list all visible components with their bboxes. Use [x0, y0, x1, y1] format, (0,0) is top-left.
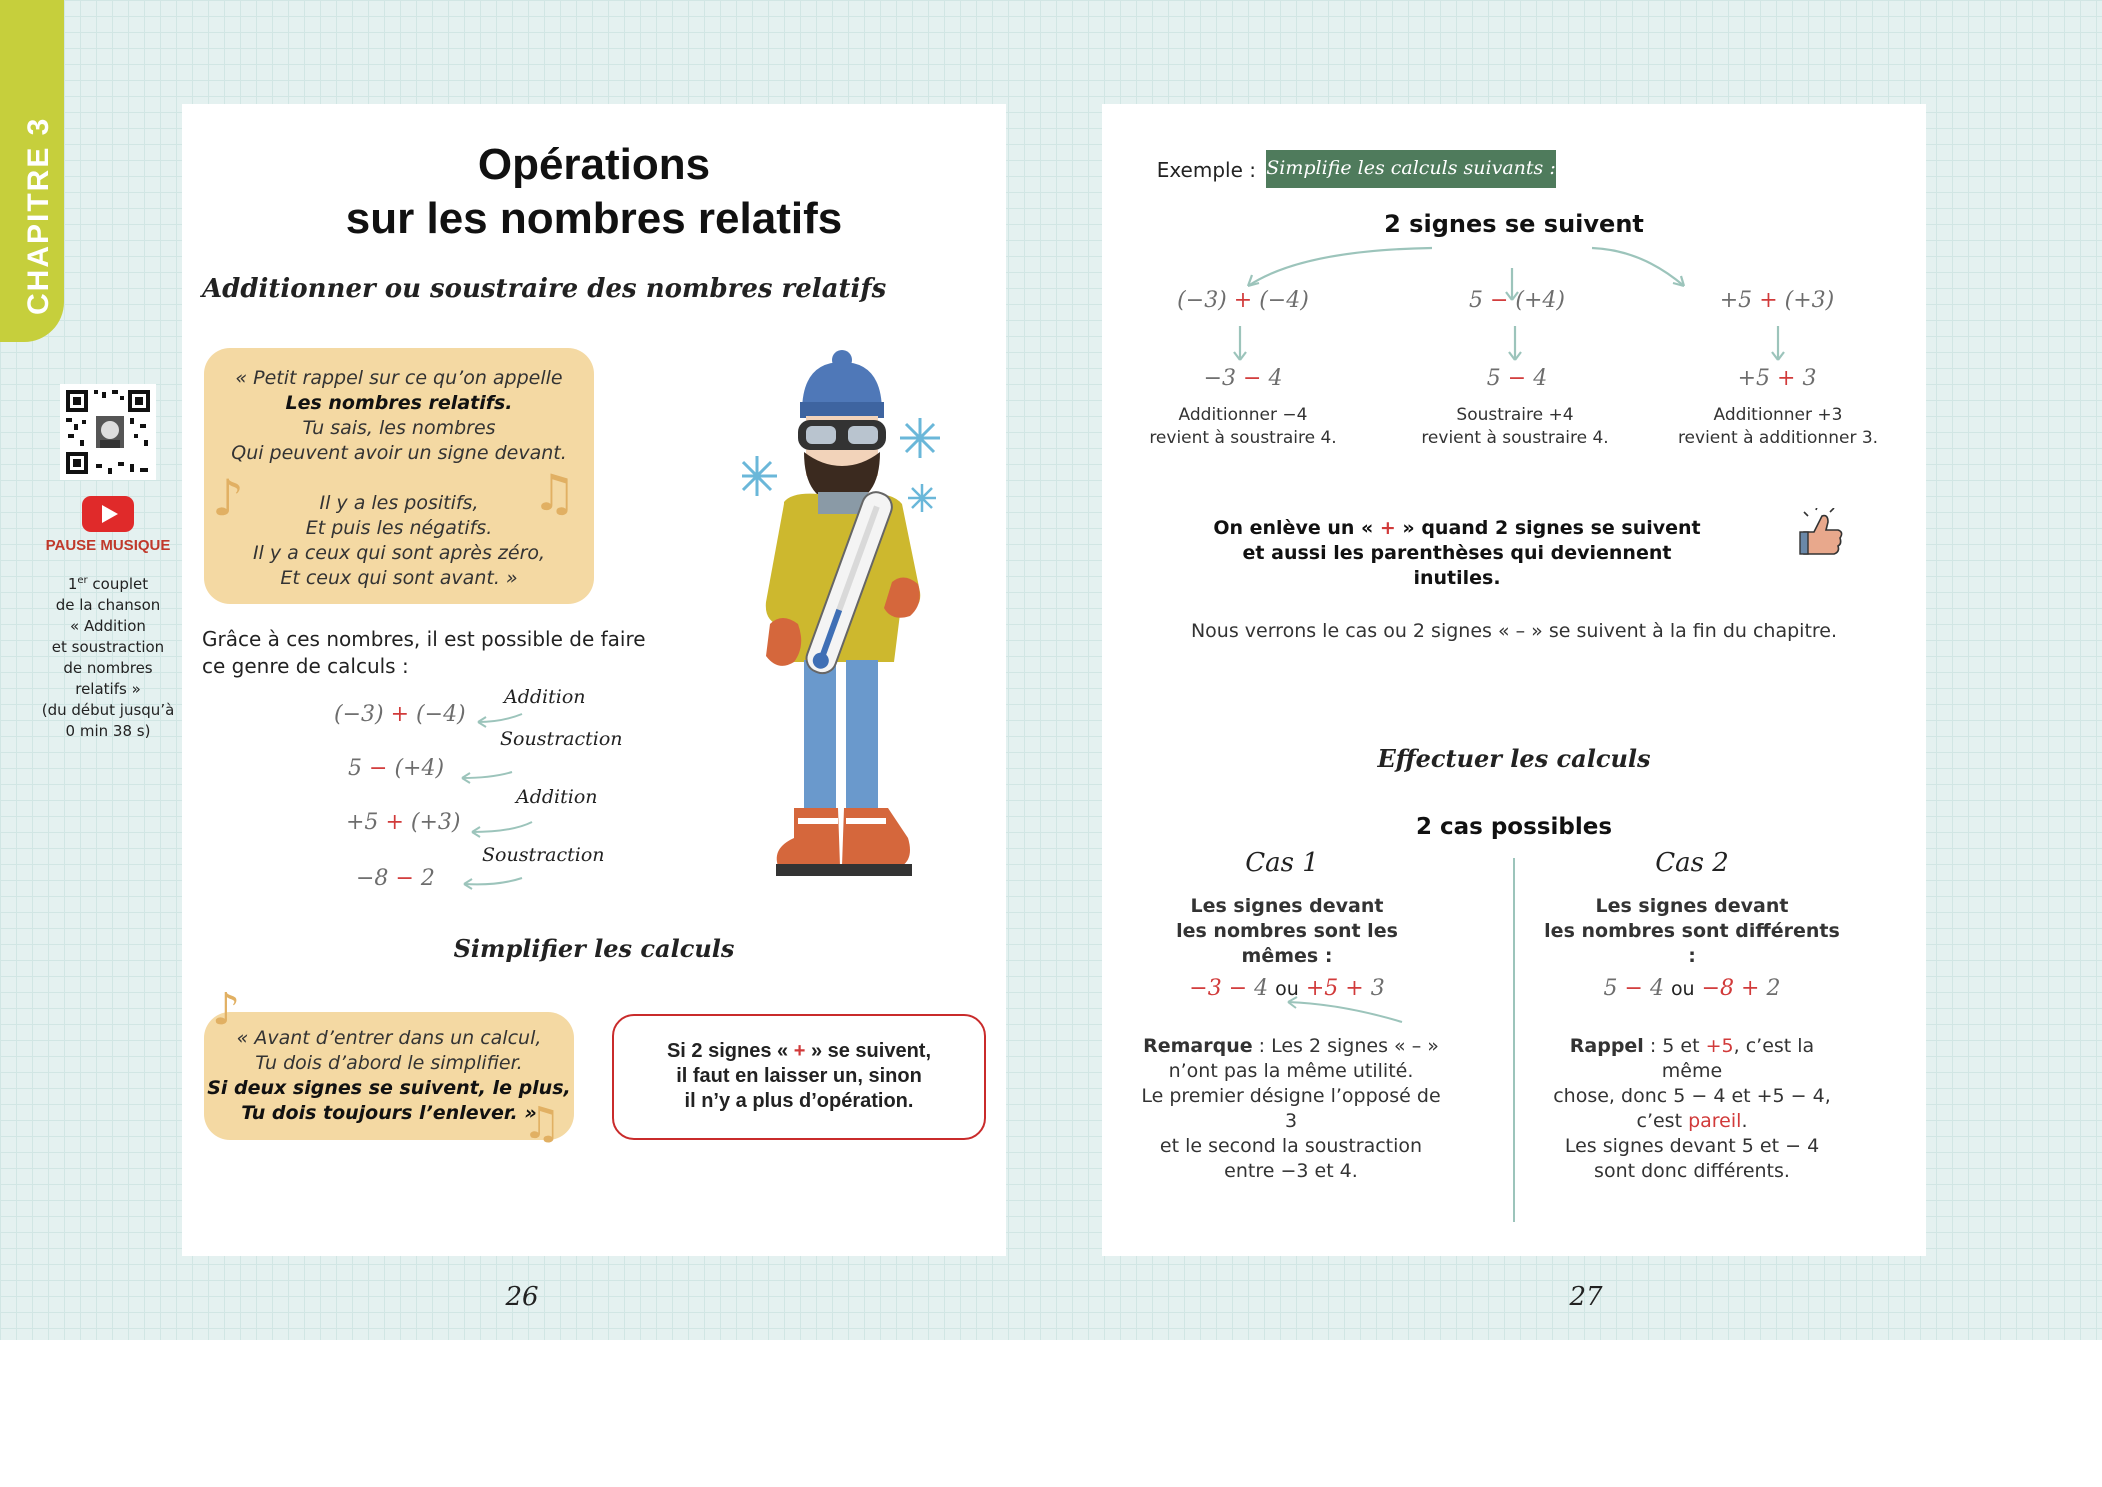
example-expr-1: (−3) + (−4) — [1177, 288, 1309, 313]
song-note-line: 1er couplet — [67, 575, 149, 593]
bubble-line: Tu dois d’abord le simplifier. — [255, 1052, 523, 1074]
rule-line-1: Si 2 signes « + » se suivent, — [666, 1040, 932, 1062]
calc-row-2: 5 − (+4) — [348, 756, 445, 781]
case-2-rappel: Rappel : 5 et +5, c’est la même chose, donc 5 − 4 et +5 − 4, c’est pareil. Les signes devant 5 et − 4 sont donc différents. — [1553, 1035, 1831, 1182]
remove-rule-line-1: On enlève un « + » quand 2 signes se suivent — [1213, 517, 1701, 539]
right-page: Exemple : Simplifie les calculs suivants : 2 signes se suivent (−3) + (−4) 5 − (+4) +5 + (+3) −3 − 4 5 − 4 +5 + 3 Additionner −4 revient à soustraire 4. Soustraire +4 revient à soustraire 4. Additionner +3 revient à additionner 3. On enlève un « + » quand 2 signes se suivent et aussi les parenthèses qui deviennent inutiles. Nous verrons le cas ou 2 signes « – » se suivent à la fin du chapitre. Effectuer les calculs 2 cas possibles Cas 1 Les signes devant les nombres sont les mêmes : −3 − 4 ou +5 + 3 Remarque : Les 2 signes « – » n’ont pas la même utilité. Le premier désigne l’opposé de 3 et le second la soustraction entre −3 et 4. Cas 2 Les signes devant les nombres sont différents : 5 − 4 ou −8 + 2 Rappel : 5 et +5, c’est la même chose, donc 5 − 4 et +5 − 4, c’est pareil. Les signes devant 5 et − 4 sont donc différents. — [1102, 104, 1926, 1256]
remove-plus-rule — [1202, 516, 1712, 591]
case-2-desc: Les signes devant les nombres sont différents : — [1544, 895, 1840, 967]
calc-row-4: −8 − 2 — [356, 866, 435, 891]
example-explanation-1: Additionner −4 revient à soustraire 4. — [1149, 405, 1337, 448]
song-note-line: « Addition — [70, 617, 146, 635]
song-note-line: de la chanson — [55, 596, 161, 614]
case-1-expr: −3 − 4 ou +5 + 3 — [1189, 976, 1385, 1001]
snowflake-icon — [908, 484, 936, 512]
title-line-1: Opérations — [477, 140, 711, 189]
case-2-expr: 5 − 4 ou −8 + 2 — [1603, 976, 1781, 1001]
pause-musique-label: PAUSE MUSIQUE — [45, 537, 171, 554]
calc-label-4: Soustraction — [482, 844, 605, 866]
case-1-title: Cas 1 — [1245, 848, 1319, 878]
calc-arrows — [442, 694, 562, 894]
song-bubble-2 — [204, 1012, 574, 1140]
two-signs-heading: 2 signes se suivent — [1384, 210, 1644, 238]
rule-line-2: il faut en laisser un, sinon — [676, 1065, 922, 1087]
bubble-line: Si deux signes se suivent, le plus, — [207, 1077, 571, 1099]
intro-line-2: ce genre de calculs : — [202, 654, 409, 678]
chapter-label: CHAPITRE 3 — [22, 116, 55, 315]
section-heading-add-subtract: Additionner ou soustraire des nombres relatifs — [202, 274, 887, 304]
left-page — [182, 104, 1006, 1256]
bubble-line: Et ceux qui sont avant. » — [280, 567, 518, 589]
skier-illustration — [742, 252, 982, 892]
music-note-icon: ♫ — [532, 464, 577, 522]
case-1-arrow — [1262, 980, 1412, 1030]
bubble-line: Il y a ceux qui sont après zéro, — [252, 542, 546, 564]
snowflake-icon — [742, 456, 777, 496]
remove-rule-line-2: et aussi les parenthèses qui deviennent inutiles. — [1242, 542, 1672, 589]
example-explanation-3: Additionner +3 revient à additionner 3. — [1677, 405, 1879, 448]
bubble-line: Les nombres relatifs. — [285, 392, 513, 414]
bubble-2-text — [204, 1026, 574, 1126]
section-heading-simplify: Simplifier les calculs — [453, 934, 735, 963]
music-note-icon: ♪ — [212, 984, 241, 1035]
page-number-right: 27 — [1569, 1282, 1603, 1312]
calc-label-2: Soustraction — [500, 728, 623, 750]
cases-divider — [1513, 858, 1515, 1222]
song-note-line: relatifs » — [75, 680, 141, 698]
later-note: Nous verrons le cas ou 2 signes « – » se suivent à la fin du chapitre. — [1190, 620, 1838, 642]
calc-row-3: +5 + (+3) — [346, 810, 461, 835]
page-number-left: 26 — [505, 1282, 539, 1312]
example-result-2: 5 − 4 — [1486, 366, 1548, 391]
bubble-line: Il y a les positifs, — [319, 492, 479, 514]
play-triangle — [102, 505, 118, 523]
bubble-line: Qui peuvent avoir un signe devant. — [231, 442, 567, 464]
case-1-remarque: Remarque : Les 2 signes « – » n’ont pas la même utilité. Le premier désigne l’opposé de 3 et le second la soustraction entre −3 et 4. — [1141, 1035, 1441, 1182]
song-note-line: 0 min 38 s) — [65, 722, 151, 740]
music-note-icon: ♪ — [212, 469, 244, 527]
example-expr-3: +5 + (+3) — [1719, 288, 1835, 313]
bubble-line: « Avant d’entrer dans un calcul, — [236, 1027, 542, 1049]
intro-line-1: Grâce à ces nombres, il est possible de faire — [202, 627, 646, 651]
example-expr-2: 5 − (+4) — [1468, 288, 1566, 313]
rule-line-3: il n’y a plus d’opération. — [684, 1090, 914, 1112]
qr-code-icon[interactable] — [60, 384, 156, 480]
bubble-line: « Petit rappel sur ce qu’on appelle — [235, 367, 563, 389]
calc-row-1: (−3) + (−4) — [334, 702, 466, 727]
song-note-line: de nombres — [63, 659, 153, 677]
bubble-line: Et puis les négatifs. — [305, 517, 493, 539]
section-heading-effectuer: Effectuer les calculs — [1377, 744, 1651, 773]
exemple-tag-text: Simplifie les calculs suivants : — [1266, 157, 1556, 179]
example-explanation-2: Soustraire +4 revient à soustraire 4. — [1421, 405, 1609, 448]
page-title — [182, 138, 1006, 246]
example-result-1: −3 − 4 — [1203, 366, 1283, 391]
bubble-line: Tu sais, les nombres — [302, 417, 496, 439]
calc-label-3: Addition — [516, 786, 598, 808]
rule-box — [612, 1014, 986, 1140]
snowflake-icon — [900, 418, 940, 458]
example-result-3: +5 + 3 — [1737, 366, 1817, 391]
case-2-title: Cas 2 — [1655, 848, 1729, 878]
song-note-line: et soustraction — [51, 638, 165, 656]
song-note-line: (du début jusqu’à — [41, 701, 175, 719]
song-note — [36, 570, 180, 742]
music-note-icon: ♫ — [522, 1098, 562, 1149]
title-line-2: sur les nombres relatifs — [345, 194, 843, 243]
exemple-tag — [1266, 150, 1556, 188]
thumbs-up-icon — [1796, 508, 1844, 560]
intro-text — [202, 626, 646, 680]
cases-heading: 2 cas possibles — [1415, 814, 1613, 840]
calc-label-1: Addition — [504, 686, 586, 708]
bubble-line: Tu dois toujours l’enlever. » — [241, 1102, 537, 1124]
case-1-desc: Les signes devant les nombres sont les mêmes : — [1176, 895, 1398, 967]
